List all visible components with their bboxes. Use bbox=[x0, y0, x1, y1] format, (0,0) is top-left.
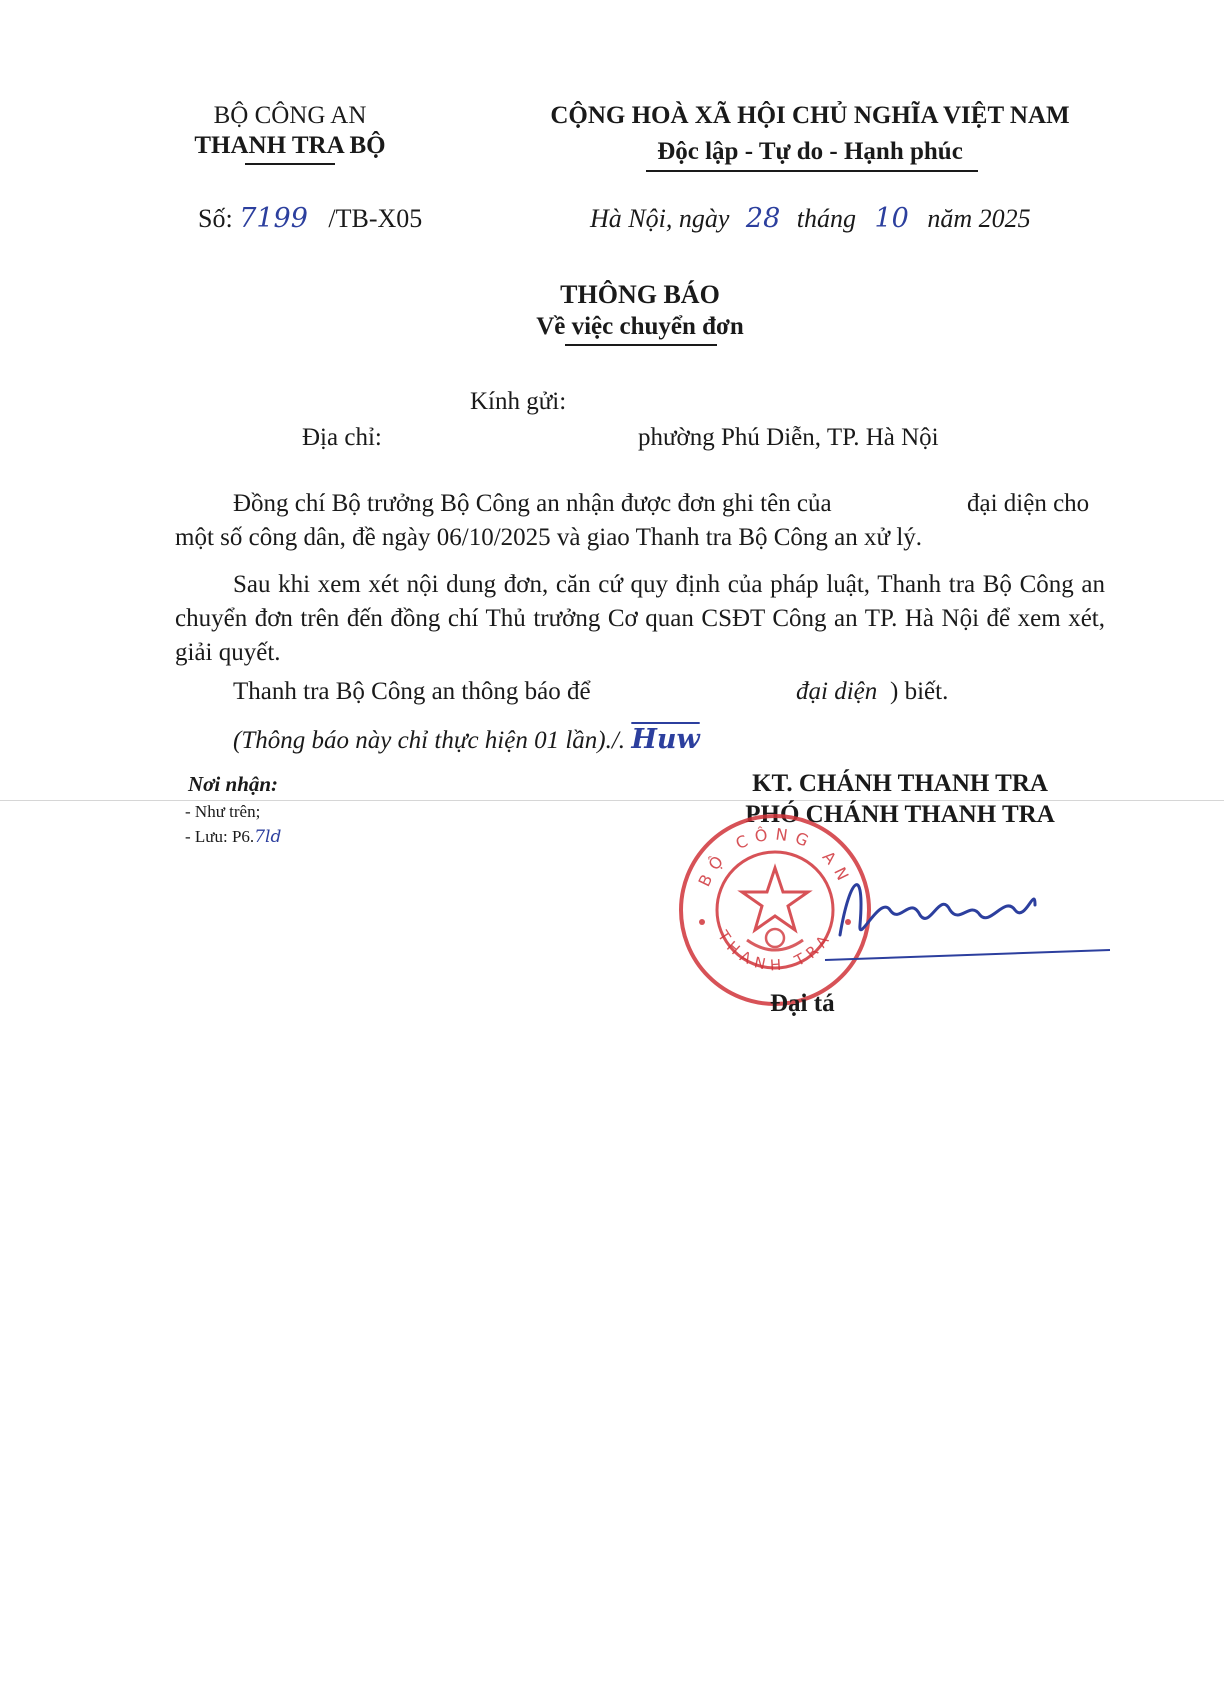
one-time-note: (Thông báo này chỉ thực hiện 01 lần)./. bbox=[233, 727, 626, 754]
document-number bbox=[198, 203, 422, 234]
paragraph-4 bbox=[233, 724, 700, 755]
paragraph-3-c: ) biết. bbox=[890, 678, 949, 705]
address-label: Địa chỉ: bbox=[302, 424, 382, 451]
number-suffix: /TB-X05 bbox=[328, 204, 423, 233]
handwritten-signature bbox=[820, 855, 1120, 975]
signature-line-1: KT. CHÁNH THANH TRA bbox=[752, 770, 1048, 797]
seal-text-top: BỘ CÔNG AN bbox=[694, 824, 856, 890]
paragraph-2: Sau khi xem xét nội dung đơn, căn cứ quy định của pháp luật, Thanh tra Bộ Công an chuyển đơn trên đến đồng chí Thủ trưởng Cơ quan CSĐT Công an TP. Hà Nội để xem xét, giải quyết. bbox=[175, 571, 1105, 666]
handwritten-day: 28 bbox=[745, 203, 781, 234]
paragraph-1-line-1-a: Đồng chí Bộ trưởng Bộ Công an nhận được đơn ghi tên của bbox=[233, 490, 832, 517]
nation-title: CỘNG HOÀ XÃ HỘI CHỦ NGHĨA VIỆT NAM bbox=[550, 102, 1070, 129]
handwritten-number: 7199 bbox=[239, 203, 308, 234]
agency-parent: BỘ CÔNG AN bbox=[213, 102, 367, 129]
date-month-label: tháng bbox=[796, 204, 856, 233]
notice-subject: Về việc chuyển đơn bbox=[536, 313, 744, 340]
number-prefix: Số: bbox=[198, 204, 233, 233]
motto: Độc lập - Tự do - Hạnh phúc bbox=[657, 138, 963, 165]
handwritten-archive-mark: 7ld bbox=[254, 827, 282, 847]
paragraph-1-line-2: một số công dân, đề ngày 06/10/2025 và giao Thanh tra Bộ Công an xử lý. bbox=[175, 524, 923, 551]
agency-underline bbox=[245, 163, 335, 165]
motto-underline bbox=[646, 170, 978, 172]
subject-underline bbox=[565, 344, 717, 346]
agency-name: THANH TRA BỘ bbox=[194, 132, 386, 159]
date-place: Hà Nội, ngày bbox=[590, 204, 730, 233]
recipients-item-2: - Lưu: P6.7ld bbox=[185, 827, 282, 847]
paragraph-1-line-1-b: đại diện cho bbox=[967, 490, 1090, 517]
signer-rank: Đại tá bbox=[770, 990, 835, 1017]
paragraph-3-a: Thanh tra Bộ Công an thông báo để bbox=[233, 678, 591, 705]
recipients-item-1: - Như trên; bbox=[185, 802, 261, 821]
recipients-title: Nơi nhận: bbox=[188, 772, 279, 796]
handwritten-month: 10 bbox=[874, 203, 909, 234]
signature-line-2: PHÓ CHÁNH THANH TRA bbox=[745, 801, 1055, 828]
notice-title: THÔNG BÁO bbox=[560, 280, 720, 309]
handwritten-initial: $\overline{Huw}$ bbox=[631, 724, 700, 755]
seal-text-bottom: THANH TRA bbox=[714, 927, 836, 975]
address-value: phường Phú Diễn, TP. Hà Nội bbox=[638, 424, 939, 451]
date-year: năm 2025 bbox=[927, 204, 1031, 233]
date-line bbox=[590, 203, 1031, 234]
paragraph-3-b: đại diện bbox=[796, 678, 878, 705]
salutation: Kính gửi: bbox=[470, 388, 567, 415]
